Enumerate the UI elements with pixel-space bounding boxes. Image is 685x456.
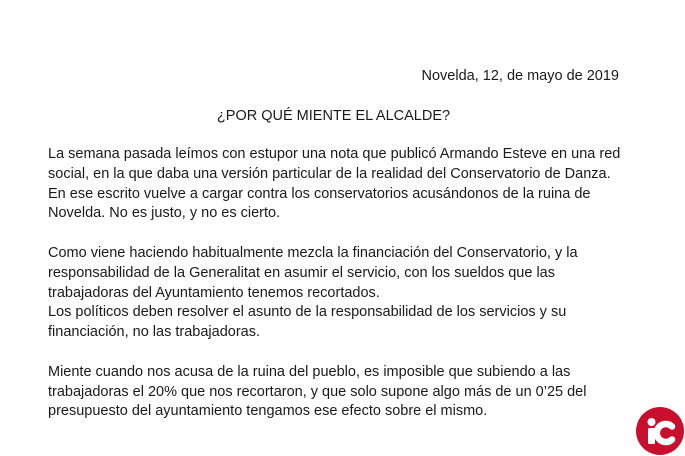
paragraph: Miente cuando nos acusa de la ruina del pueblo, es imposible que subiendo a las trabajadoras el 20% que nos recortaron, y que solo supone algo más de un 0’25 del presupuesto del ayuntamiento tengamos ese efecto sobre el mismo. [48,363,587,420]
document-date: Novelda, 12, de mayo de 2019 [421,68,619,84]
document-title: ¿POR QUÉ MIENTE EL ALCALDE? [216,108,451,124]
paragraph: La semana pasada leímos con estupor una nota que publicó Armando Esteve en una red social, en la que daba una versión particular de la realidad del Conservatorio de Danza. [48,146,621,182]
paragraph-gap [48,343,628,363]
paragraph: Los políticos deben resolver el asunto de la responsabilidad de los servicios y su financiación, no las trabajadoras. [48,304,567,341]
paragraph: En ese escrito vuelve a cargar contra los conservatorios acusándonos de la ruina de Novelda. No es justo, y no es cierto. [48,185,591,222]
document-body [48,145,628,422]
ic-logo-icon [636,407,684,455]
paragraph: Como viene haciendo habitualmente mezcla la financiación del Conservatorio, y la responsabilidad de la Generalitat en asumir el servicio, con los sueldos que las trabajadoras del Ayuntamiento tenemos recortados. [48,244,578,301]
paragraph-gap [48,224,628,244]
